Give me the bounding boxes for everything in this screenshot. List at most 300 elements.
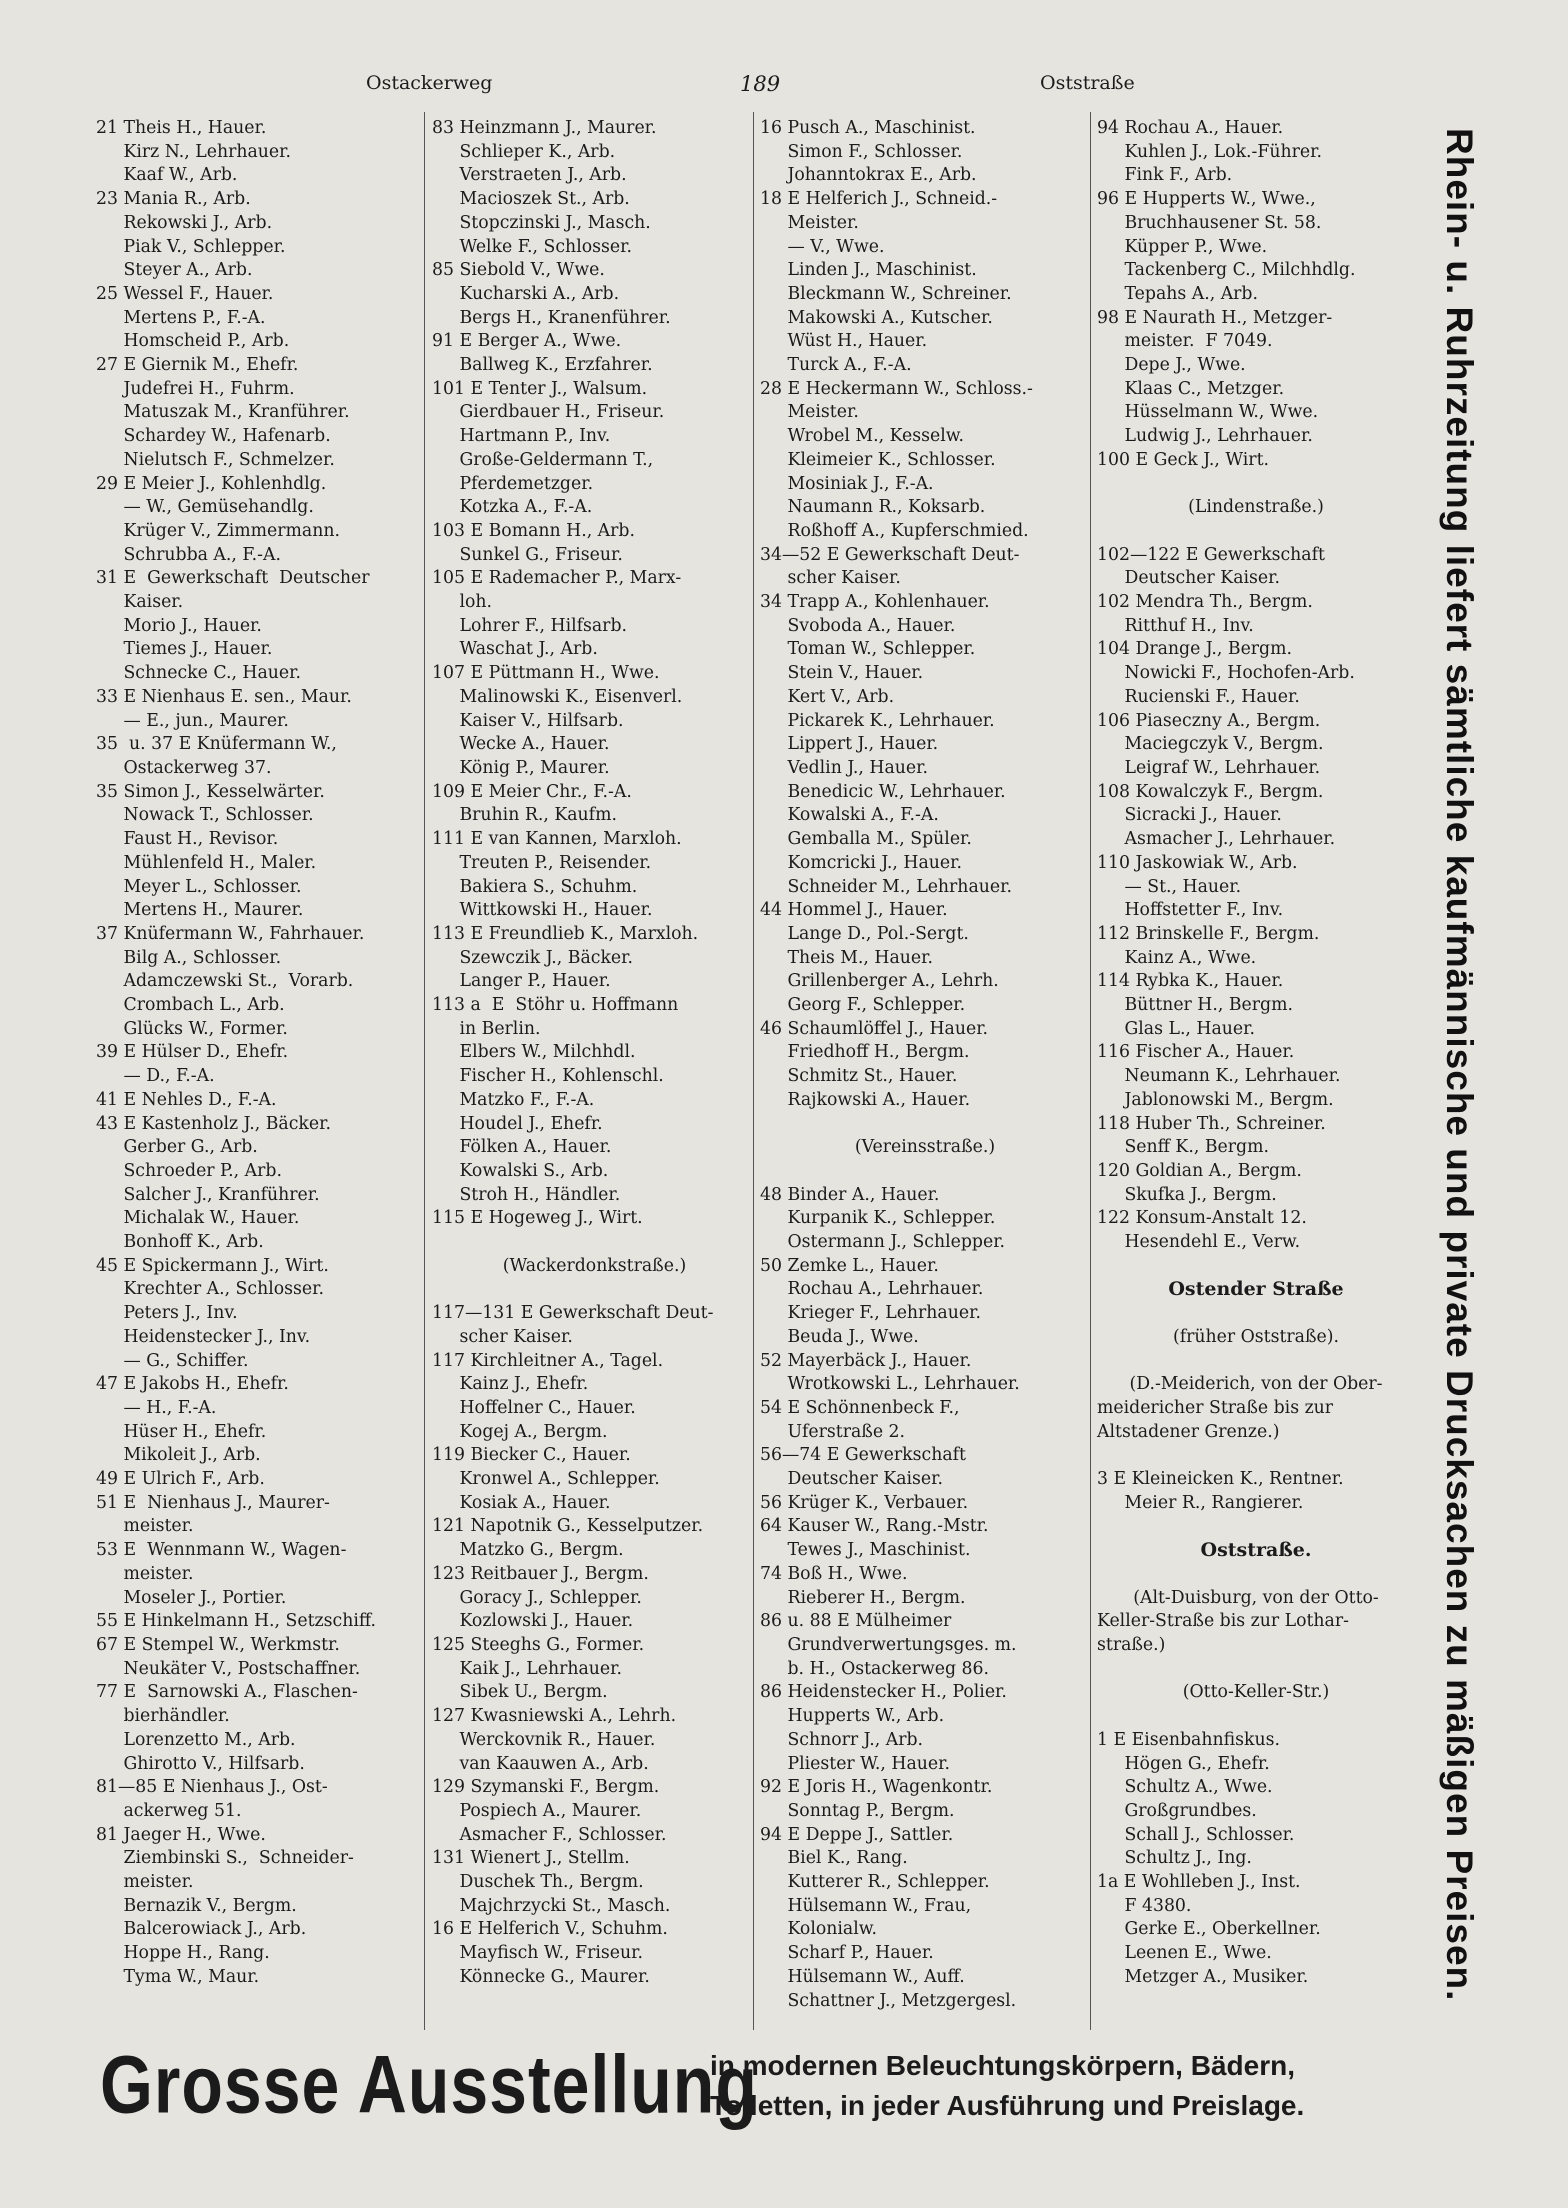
directory-entry: Kowalski A., F.-A. bbox=[760, 805, 939, 826]
directory-entry: 50 Zemke L., Hauer. bbox=[760, 1255, 939, 1276]
directory-entry: Nowicki F., Hochofen-Arb. bbox=[1097, 663, 1355, 684]
header-left-street: Ostackerweg bbox=[366, 72, 493, 94]
directory-entry: 45 E Spickermann J., Wirt. bbox=[96, 1255, 329, 1276]
directory-entry: Svoboda A., Hauer. bbox=[760, 615, 956, 636]
directory-entry: 52 Mayerbäck J., Hauer. bbox=[760, 1350, 972, 1371]
directory-entry: Pickarek K., Lehrhauer. bbox=[760, 710, 995, 731]
directory-entry: 39 E Hülser D., Ehefr. bbox=[96, 1042, 289, 1063]
directory-entry: Werckovnik R., Hauer. bbox=[432, 1729, 656, 1750]
directory-entry: Rieberer H., Bergm. bbox=[760, 1587, 966, 1608]
directory-entry: Ziembinski S., Schneider- bbox=[96, 1848, 354, 1869]
directory-entry: Kosiak A., Hauer. bbox=[432, 1492, 611, 1513]
directory-entry: 81 Jaeger H., Wwe. bbox=[96, 1824, 266, 1845]
directory-entry: Nielutsch F., Schmelzer. bbox=[96, 449, 335, 470]
directory-entry: Sicracki J., Hauer. bbox=[1097, 805, 1282, 826]
directory-entry: Johanntokrax E., Arb. bbox=[760, 165, 977, 186]
directory-entry: 114 Rybka K., Hauer. bbox=[1097, 971, 1284, 992]
directory-entry: (Lindenstraße.) bbox=[1188, 497, 1324, 518]
directory-entry: Naumann R., Koksarb. bbox=[760, 497, 986, 518]
column-divider bbox=[424, 112, 425, 2030]
directory-entry: Ostermann J., Schlepper. bbox=[760, 1232, 1006, 1253]
directory-entry: Pliester W., Hauer. bbox=[760, 1753, 950, 1774]
directory-entry: 48 Binder A., Hauer. bbox=[760, 1184, 940, 1205]
directory-entry: Meister. bbox=[760, 402, 859, 423]
directory-entry: 102—122 E Gewerkschaft bbox=[1097, 544, 1325, 565]
directory-entry: Schroeder P., Arb. bbox=[96, 1160, 282, 1181]
directory-entry: Kogej A., Bergm. bbox=[432, 1421, 608, 1442]
bottom-advertisement bbox=[100, 2034, 1420, 2134]
directory-entry: Fischer H., Kohlenschl. bbox=[432, 1066, 664, 1087]
directory-entry: Ghirotto V., Hilfsarb. bbox=[96, 1753, 305, 1774]
directory-entry: Meier R., Rangierer. bbox=[1097, 1492, 1304, 1513]
directory-entry: Stopczinski J., Masch. bbox=[432, 212, 651, 233]
directory-entry: Wecke A., Hauer. bbox=[432, 734, 610, 755]
directory-entry: 96 E Hupperts W., Wwe., bbox=[1097, 189, 1316, 210]
ad-headline: Grosse Ausstellung bbox=[100, 2039, 758, 2131]
directory-entry: Bruchhausener St. 58. bbox=[1097, 212, 1322, 233]
directory-entry: Glas L., Hauer. bbox=[1097, 1018, 1256, 1039]
directory-entry: 104 Drange J., Bergm. bbox=[1097, 639, 1293, 660]
vertical-ad-text: Rhein- u. Ruhrzeitung liefert sämtliche kaufmännische und private Drucksachen zu mäßigen Preisen. bbox=[1439, 128, 1480, 2002]
directory-entry: — G., Schiffer. bbox=[96, 1350, 249, 1371]
directory-entry: 77 E Sarnowski A., Flaschen- bbox=[96, 1682, 358, 1703]
directory-entry: 33 E Nienhaus E. sen., Maur. bbox=[96, 686, 352, 707]
directory-entry: 125 Steeghs G., Former. bbox=[432, 1635, 645, 1655]
directory-entry: 113 a E Stöhr u. Hoffmann bbox=[432, 995, 679, 1016]
directory-entry: F 4380. bbox=[1097, 1895, 1192, 1916]
directory-entry bbox=[1097, 1563, 1415, 1587]
directory-entry: — H., F.-A. bbox=[96, 1397, 217, 1418]
directory-entry: Benedicic W., Lehrhauer. bbox=[760, 781, 1006, 802]
directory-entry: Tyma W., Maur. bbox=[96, 1966, 260, 1987]
directory-entry: 34—52 E Gewerkschaft Deut- bbox=[760, 544, 1020, 565]
directory-entry: 117—131 E Gewerkschaft Deut- bbox=[432, 1303, 714, 1324]
directory-entry bbox=[760, 1160, 1090, 1184]
directory-entry: Gierdbauer H., Friseur. bbox=[432, 402, 665, 423]
directory-entry: 47 E Jakobs H., Ehefr. bbox=[96, 1374, 289, 1395]
directory-entry: Großgrundbes. bbox=[1097, 1800, 1257, 1821]
directory-entry: 1 E Eisenbahnfiskus. bbox=[1097, 1729, 1280, 1750]
directory-entry: Neumann K., Lehrhauer. bbox=[1097, 1066, 1341, 1087]
directory-entry: Rochau A., Lehrhauer. bbox=[760, 1279, 984, 1300]
directory-entry: Lange D., Pol.-Sergt. bbox=[760, 923, 969, 944]
directory-entry: Elbers W., Milchhdl. bbox=[432, 1042, 636, 1063]
directory-entry: Schall J., Schlosser. bbox=[1097, 1824, 1295, 1845]
directory-entry: van Kaauwen A., Arb. bbox=[432, 1753, 649, 1774]
directory-entry: Kurpanik K., Schlepper. bbox=[760, 1208, 996, 1229]
directory-entry: Duschek Th., Bergm. bbox=[432, 1872, 644, 1893]
directory-entry: — V., Wwe. bbox=[760, 236, 885, 257]
directory-entry: Gerke E., Oberkellner. bbox=[1097, 1919, 1321, 1940]
directory-entry: Turck A., F.-A. bbox=[760, 355, 912, 376]
directory-entry: 131 Wienert J., Stellm. bbox=[432, 1848, 630, 1869]
directory-column-3 bbox=[760, 117, 1090, 2013]
directory-entry: 85 Siebold V., Wwe. bbox=[432, 260, 605, 281]
directory-entry: Friedhoff H., Bergm. bbox=[760, 1042, 970, 1063]
directory-entry: 64 Kauser W., Rang.-Mstr. bbox=[760, 1516, 989, 1537]
directory-entry: 86 u. 88 E Mülheimer bbox=[760, 1611, 952, 1632]
directory-entry: 44 Hommel J., Hauer. bbox=[760, 900, 948, 921]
directory-entry: Schnecke C., Hauer. bbox=[96, 663, 302, 684]
directory-entry: 86 Heidenstecker H., Polier. bbox=[760, 1682, 1007, 1703]
directory-entry: 31 E Gewerkschaft Deutscher bbox=[96, 568, 370, 589]
directory-entry: Goracy J., Schlepper. bbox=[432, 1587, 642, 1608]
vertical-advertisement bbox=[1423, 128, 1495, 2028]
directory-entry: — St., Hauer. bbox=[1097, 876, 1242, 897]
directory-entry: Kowalski S., Arb. bbox=[432, 1160, 609, 1181]
directory-entry: Lorenzetto M., Arb. bbox=[96, 1729, 296, 1750]
directory-entry: 27 E Giernik M., Ehefr. bbox=[96, 355, 299, 376]
directory-entry: 46 Schaumlöffel J., Hauer. bbox=[760, 1018, 989, 1039]
directory-entry: Schlieper K., Arb. bbox=[432, 141, 616, 162]
directory-entry: Rekowski J., Arb. bbox=[96, 212, 273, 233]
directory-entry: 110 Jaskowiak W., Arb. bbox=[1097, 852, 1298, 873]
directory-entry bbox=[1097, 1302, 1415, 1326]
directory-entry: Judefrei H., Fuhrm. bbox=[96, 378, 295, 399]
directory-entry: 51 E Nienhaus J., Maurer- bbox=[96, 1492, 330, 1513]
directory-entry: Pospiech A., Maurer. bbox=[432, 1800, 642, 1821]
directory-entry: Hülsemann W., Frau, bbox=[760, 1895, 972, 1916]
directory-entry: Wrotkowski L., Lehrhauer. bbox=[760, 1374, 1020, 1395]
directory-entry bbox=[1097, 1658, 1415, 1682]
directory-entry: 115 E Hogeweg J., Wirt. bbox=[432, 1208, 643, 1229]
directory-entry: Schmitz St., Hauer. bbox=[760, 1066, 958, 1087]
directory-entry: Nowack T., Schlosser. bbox=[96, 805, 314, 826]
directory-entry: 55 E Hinkelmann H., Setzschiff. bbox=[96, 1611, 377, 1632]
directory-entry: 54 E Schönnenbeck F., bbox=[760, 1397, 960, 1418]
directory-entry: Kaaf W., Arb. bbox=[96, 165, 238, 186]
directory-entry: 106 Piaseczny A., Bergm. bbox=[1097, 710, 1321, 731]
directory-entry bbox=[1097, 1705, 1415, 1729]
directory-entry: Leenen E., Wwe. bbox=[1097, 1943, 1272, 1964]
directory-entry: Crombach L., Arb. bbox=[96, 995, 285, 1016]
directory-entry: straße.) bbox=[1097, 1635, 1166, 1655]
directory-entry: 94 E Deppe J., Sattler. bbox=[760, 1824, 954, 1845]
directory-entry: 53 E Wennmann W., Wagen- bbox=[96, 1540, 347, 1561]
directory-entry: Krieger F., Lehrhauer. bbox=[760, 1303, 981, 1324]
directory-entry: Piak V., Schlepper. bbox=[96, 236, 286, 257]
directory-entry: 1a E Wohlleben J., Inst. bbox=[1097, 1872, 1301, 1893]
directory-entry: 43 E Kastenholz J., Bäcker. bbox=[96, 1113, 331, 1134]
directory-entry: meister. bbox=[96, 1563, 194, 1584]
directory-entry: Kutterer R., Schlepper. bbox=[760, 1872, 990, 1893]
directory-entry: Schultz J., Ing. bbox=[1097, 1848, 1252, 1869]
directory-entry: 74 Boß H., Wwe. bbox=[760, 1563, 908, 1584]
directory-entry: Sibek U., Bergm. bbox=[432, 1682, 608, 1703]
directory-entry: 127 Kwasniewski A., Lehrh. bbox=[432, 1706, 677, 1727]
directory-entry: 41 E Nehles D., F.-A. bbox=[96, 1089, 277, 1110]
directory-entry: 116 Fischer A., Hauer. bbox=[1097, 1042, 1295, 1063]
directory-entry: 18 E Helferich J., Schneid.- bbox=[760, 189, 998, 210]
directory-entry: Peters J., Inv. bbox=[96, 1303, 238, 1324]
directory-entry: 56—74 E Gewerkschaft bbox=[760, 1445, 966, 1466]
directory-entry: bierhändler. bbox=[96, 1706, 230, 1727]
directory-entry: Bilg A., Schlosser. bbox=[96, 947, 282, 968]
directory-entry: Toman W., Schlepper. bbox=[760, 639, 976, 660]
directory-entry: meister. bbox=[96, 1516, 194, 1537]
directory-entry: 113 E Freundlieb K., Marxloh. bbox=[432, 923, 699, 944]
directory-entry: 105 E Rademacher P., Marx- bbox=[432, 568, 682, 589]
directory-entry: Wüst H., Hauer. bbox=[760, 331, 928, 352]
directory-entry: Deutscher Kaiser. bbox=[1097, 568, 1280, 589]
directory-entry: 118 Huber Th., Schreiner. bbox=[1097, 1113, 1326, 1134]
directory-entry: (früher Oststraße). bbox=[1172, 1326, 1339, 1347]
directory-entry: 3 E Kleineicken K., Rentner. bbox=[1097, 1469, 1344, 1490]
directory-entry: Grillenberger A., Lehrh. bbox=[760, 971, 999, 992]
directory-entry: meidericher Straße bis zur bbox=[1097, 1397, 1334, 1418]
directory-entry: Tiemes J., Hauer. bbox=[96, 639, 273, 660]
directory-entry: Kronwel A., Schlepper. bbox=[432, 1469, 660, 1490]
directory-entry: Rajkowski A., Hauer. bbox=[760, 1089, 971, 1110]
directory-entry: Senff K., Bergm. bbox=[1097, 1137, 1269, 1158]
directory-entry: Mertens P., F.-A. bbox=[96, 307, 266, 328]
directory-entry: Mühlenfeld H., Maler. bbox=[96, 852, 317, 873]
directory-entry: Hüsselmann W., Wwe. bbox=[1097, 402, 1319, 423]
directory-entry: Kaik J., Lehrhauer. bbox=[432, 1658, 622, 1679]
directory-entry: 25 Wessel F., Hauer. bbox=[96, 283, 274, 304]
directory-entry: Waschat J., Arb. bbox=[432, 639, 598, 660]
directory-entry: Glücks W., Former. bbox=[96, 1018, 288, 1039]
directory-entry: Mayfisch W., Friseur. bbox=[432, 1943, 644, 1964]
directory-entry: Keller-Straße bis zur Lothar- bbox=[1097, 1611, 1349, 1632]
directory-entry: Vedlin J., Hauer. bbox=[760, 757, 928, 778]
directory-entry: 112 Brinskelle F., Bergm. bbox=[1097, 923, 1320, 944]
directory-entry: Meister. bbox=[760, 212, 859, 233]
directory-entry: 109 E Meier Chr., F.-A. bbox=[432, 781, 632, 802]
directory-entry: Verstraeten J., Arb. bbox=[432, 165, 627, 186]
directory-entry: 117 Kirchleitner A., Tagel. bbox=[432, 1350, 664, 1371]
directory-entry: Hesendehl E., Verw. bbox=[1097, 1232, 1301, 1253]
directory-entry: loh. bbox=[432, 592, 493, 613]
directory-entry bbox=[1097, 1255, 1415, 1279]
directory-entry: Fölken A., Hauer. bbox=[432, 1137, 612, 1158]
directory-entry: 81—85 E Nienhaus J., Ost- bbox=[96, 1777, 328, 1798]
directory-entry: Biel K., Rang. bbox=[760, 1848, 908, 1869]
directory-entry: Uferstraße 2. bbox=[760, 1421, 906, 1442]
directory-entry: Bleckmann W., Schreiner. bbox=[760, 283, 1012, 304]
directory-entry: Macioszek St., Arb. bbox=[432, 189, 630, 210]
directory-entry: Jablonowski M., Bergm. bbox=[1097, 1089, 1334, 1110]
directory-entry: Hoffstetter F., Inv. bbox=[1097, 900, 1284, 921]
directory-entry: 35 Simon J., Kesselwärter. bbox=[96, 781, 325, 802]
directory-entry: 123 Reitbauer J., Bergm. bbox=[432, 1563, 649, 1584]
directory-entry: Metzger A., Musiker. bbox=[1097, 1966, 1309, 1987]
directory-entry: Mikoleit J., Arb. bbox=[96, 1445, 261, 1466]
directory-entry: Schnorr J., Arb. bbox=[760, 1729, 924, 1750]
directory-entry: (Otto-Keller-Str.) bbox=[1182, 1682, 1330, 1703]
directory-entry: Kirz N., Lehrhauer. bbox=[96, 141, 291, 162]
directory-entry: Kainz J., Ehefr. bbox=[432, 1374, 589, 1395]
directory-entry: Krechter A., Schlosser. bbox=[96, 1279, 324, 1300]
directory-entry: Michalak W., Hauer. bbox=[96, 1208, 300, 1229]
directory-entry: Küpper P., Wwe. bbox=[1097, 236, 1268, 257]
directory-entry: Kolonialw. bbox=[760, 1919, 877, 1940]
directory-entry: 108 Kowalczyk F., Bergm. bbox=[1097, 781, 1324, 802]
directory-entry: Theis M., Hauer. bbox=[760, 947, 933, 968]
directory-entry: 83 Heinzmann J., Maurer. bbox=[432, 118, 657, 138]
directory-entry: 56 Krüger K., Verbauer. bbox=[760, 1492, 969, 1513]
directory-entry: 34 Trapp A., Kohlenhauer. bbox=[760, 592, 990, 613]
directory-column-1 bbox=[96, 117, 421, 1990]
directory-entry: Schardey W., Hafenarb. bbox=[96, 426, 331, 447]
directory-entry: Ostender Straße bbox=[1168, 1278, 1344, 1301]
directory-entry: 102 Mendra Th., Bergm. bbox=[1097, 592, 1313, 613]
directory-entry: Tepahs A., Arb. bbox=[1097, 283, 1258, 304]
directory-entry: Kucharski A., Arb. bbox=[432, 283, 620, 304]
directory-entry: in Berlin. bbox=[432, 1018, 541, 1039]
directory-entry bbox=[432, 1231, 757, 1255]
directory-entry: Gemballa M., Spüler. bbox=[760, 829, 972, 850]
directory-entry: Majchrzycki St., Masch. bbox=[432, 1895, 671, 1916]
directory-entry: Schattner J., Metzgergesl. bbox=[760, 1990, 1017, 2011]
directory-entry: b. H., Ostackerweg 86. bbox=[760, 1658, 990, 1679]
directory-entry: Neukäter V., Postschaffner. bbox=[96, 1658, 361, 1679]
directory-entry: Stroh H., Händler. bbox=[432, 1184, 621, 1205]
directory-entry: — W., Gemüsehandlg. bbox=[96, 497, 314, 518]
directory-entry: 122 Konsum-Anstalt 12. bbox=[1097, 1208, 1307, 1229]
directory-column-2 bbox=[432, 117, 757, 1990]
directory-entry: 21 Theis H., Hauer. bbox=[96, 118, 267, 138]
directory-entry: Wittkowski H., Hauer. bbox=[432, 900, 653, 921]
directory-entry: Simon F., Schlosser. bbox=[760, 141, 963, 162]
directory-entry: Depe J., Wwe. bbox=[1097, 355, 1246, 376]
directory-entry: Szewczik J., Bäcker. bbox=[432, 947, 634, 968]
directory-entry: Bakiera S., Schuhm. bbox=[432, 876, 638, 897]
directory-entry: Sunkel G., Friseur. bbox=[432, 544, 623, 565]
directory-entry: Roßhoff A., Kupferschmied. bbox=[760, 520, 1029, 541]
directory-entry: Bruhin R., Kaufm. bbox=[432, 805, 617, 826]
directory-entry: Skufka J., Bergm. bbox=[1097, 1184, 1277, 1205]
directory-entry bbox=[1097, 520, 1415, 544]
directory-entry: Maciegczyk V., Bergm. bbox=[1097, 734, 1324, 755]
directory-entry: Kozlowski J., Hauer. bbox=[432, 1611, 634, 1632]
directory-entry: Kuhlen J., Lok.-Führer. bbox=[1097, 141, 1322, 162]
directory-entry: Tewes J., Maschinist. bbox=[760, 1540, 971, 1561]
directory-entry: Steyer A., Arb. bbox=[96, 260, 253, 281]
directory-entry: 16 Pusch A., Maschinist. bbox=[760, 118, 976, 138]
directory-entry: König P., Maurer. bbox=[432, 757, 610, 778]
directory-entry: Beuda J., Wwe. bbox=[760, 1326, 919, 1347]
directory-entry: Wrobel M., Kesselw. bbox=[760, 426, 964, 447]
directory-entry: 120 Goldian A., Bergm. bbox=[1097, 1160, 1302, 1181]
directory-entry: Büttner H., Bergm. bbox=[1097, 995, 1293, 1016]
directory-entry bbox=[1097, 1515, 1415, 1539]
directory-entry: Mertens H., Maurer. bbox=[96, 900, 304, 921]
directory-entry: 107 E Püttmann H., Wwe. bbox=[432, 663, 660, 684]
directory-entry: Treuten P., Reisender. bbox=[432, 852, 652, 873]
directory-entry: 37 Knüfermann W., Fahrhauer. bbox=[96, 923, 365, 944]
directory-entry: Kaiser V., Hilfsarb. bbox=[432, 710, 624, 731]
directory-entry: 16 E Helferich V., Schuhm. bbox=[432, 1919, 668, 1940]
directory-entry bbox=[1097, 1350, 1415, 1374]
directory-entry: Könnecke G., Maurer. bbox=[432, 1966, 650, 1987]
directory-entry: Welke F., Schlosser. bbox=[432, 236, 632, 257]
directory-entry: Hoffelner C., Hauer. bbox=[432, 1397, 636, 1418]
directory-entry: 23 Mania R., Arb. bbox=[96, 189, 251, 210]
directory-entry: Bonhoff K., Arb. bbox=[96, 1232, 264, 1253]
directory-entry: Leigraf W., Lehrhauer. bbox=[1097, 757, 1321, 778]
directory-entry: Adamczewski St., Vorarb. bbox=[96, 971, 354, 992]
directory-entry: Kert V., Arb. bbox=[760, 686, 895, 707]
directory-entry: Pferdemetzger. bbox=[432, 473, 594, 494]
directory-entry: Högen G., Ehefr. bbox=[1097, 1753, 1270, 1774]
directory-entry: Ballweg K., Erzfahrer. bbox=[432, 355, 653, 376]
page-number: 189 bbox=[740, 72, 781, 96]
directory-entry: 111 E van Kannen, Marxloh. bbox=[432, 829, 682, 850]
directory-entry: Bernazik V., Bergm. bbox=[96, 1895, 297, 1916]
directory-entry: Rucienski F., Hauer. bbox=[1097, 686, 1300, 707]
directory-entry: Salcher J., Kranführer. bbox=[96, 1184, 320, 1205]
directory-entry: Altstadener Grenze.) bbox=[1097, 1421, 1280, 1442]
directory-entry: Schneider M., Lehrhauer. bbox=[760, 876, 1012, 897]
directory-entry: Hartmann P., Inv. bbox=[432, 426, 611, 447]
directory-entry: Georg F., Schlepper. bbox=[760, 995, 966, 1016]
directory-entry: meister. F 7049. bbox=[1097, 331, 1273, 352]
directory-entry: Hoppe H., Rang. bbox=[96, 1943, 270, 1964]
directory-entry: ackerweg 51. bbox=[96, 1800, 242, 1821]
directory-entry: Scharf P., Hauer. bbox=[760, 1943, 934, 1964]
directory-entry: Grundverwertungsges. m. bbox=[760, 1635, 1017, 1655]
directory-entry: Oststraße. bbox=[1200, 1539, 1312, 1562]
directory-entry bbox=[1097, 473, 1415, 497]
directory-entry: meister. bbox=[96, 1872, 194, 1893]
directory-entry: Fink F., Arb. bbox=[1097, 165, 1233, 186]
directory-entry: Schrubba A., F.-A. bbox=[96, 544, 281, 565]
directory-entry: Langer P., Hauer. bbox=[432, 971, 611, 992]
directory-entry: 91 E Berger A., Wwe. bbox=[432, 331, 622, 352]
header-right-street: Oststraße bbox=[1040, 72, 1135, 94]
directory-entry: 98 E Naurath H., Metzger- bbox=[1097, 307, 1333, 328]
directory-entry: 121 Napotnik G., Kesselputzer. bbox=[432, 1516, 704, 1537]
directory-entry: (Vereinsstraße.) bbox=[854, 1137, 996, 1158]
directory-entry: Faust H., Revisor. bbox=[96, 829, 279, 850]
directory-entry: 103 E Bomann H., Arb. bbox=[432, 520, 635, 541]
directory-entry: 29 E Meier J., Kohlenhdlg. bbox=[96, 473, 327, 494]
directory-entry: Krüger V., Zimmermann. bbox=[96, 520, 340, 541]
directory-entry: scher Kaiser. bbox=[432, 1326, 573, 1347]
directory-entry: Kaiser. bbox=[96, 592, 184, 613]
directory-entry: Gerber G., Arb. bbox=[96, 1137, 258, 1158]
directory-entry: Hüser H., Ehefr. bbox=[96, 1421, 267, 1442]
directory-entry: — E., jun., Maurer. bbox=[96, 710, 289, 731]
directory-entry: Linden J., Maschinist. bbox=[760, 260, 977, 281]
directory-entry bbox=[432, 1278, 757, 1302]
directory-entry: Malinowski K., Eisenverl. bbox=[432, 686, 683, 707]
directory-entry: Houdel J., Ehefr. bbox=[432, 1113, 603, 1134]
directory-entry bbox=[1097, 1444, 1415, 1468]
ad-line-2: Toiletten, in jeder Ausführung und Preislage. bbox=[710, 2090, 1305, 2121]
directory-entry: Asmacher J., Lehrhauer. bbox=[1097, 829, 1336, 850]
directory-entry: 100 E Geck J., Wirt. bbox=[1097, 449, 1270, 470]
directory-entry: 28 E Heckermann W., Schloss.- bbox=[760, 378, 1033, 399]
column-divider bbox=[1090, 112, 1091, 2030]
directory-entry: Matzko F., F.-A. bbox=[432, 1089, 595, 1110]
directory-entry: Balcerowiack J., Arb. bbox=[96, 1919, 307, 1940]
directory-entry: Heidenstecker J., Inv. bbox=[96, 1326, 311, 1347]
directory-entry: (Wackerdonkstraße.) bbox=[502, 1255, 687, 1276]
directory-entry: Kleimeier K., Schlosser. bbox=[760, 449, 996, 470]
directory-entry: Tackenberg C., Milchhdlg. bbox=[1097, 260, 1356, 281]
directory-entry: 119 Biecker C., Hauer. bbox=[432, 1445, 631, 1466]
directory-entry: Ludwig J., Lehrhauer. bbox=[1097, 426, 1313, 447]
directory-entry: Ritthuf H., Inv. bbox=[1097, 615, 1254, 636]
directory-entry: Makowski A., Kutscher. bbox=[760, 307, 993, 328]
directory-entry: 129 Szymanski F., Bergm. bbox=[432, 1777, 660, 1798]
directory-entry: Große-Geldermann T., bbox=[432, 449, 654, 470]
directory-entry: (D.-Meiderich, von der Ober- bbox=[1129, 1374, 1383, 1395]
directory-entry: Hupperts W., Arb. bbox=[760, 1706, 945, 1727]
directory-column-4 bbox=[1097, 117, 1415, 1990]
